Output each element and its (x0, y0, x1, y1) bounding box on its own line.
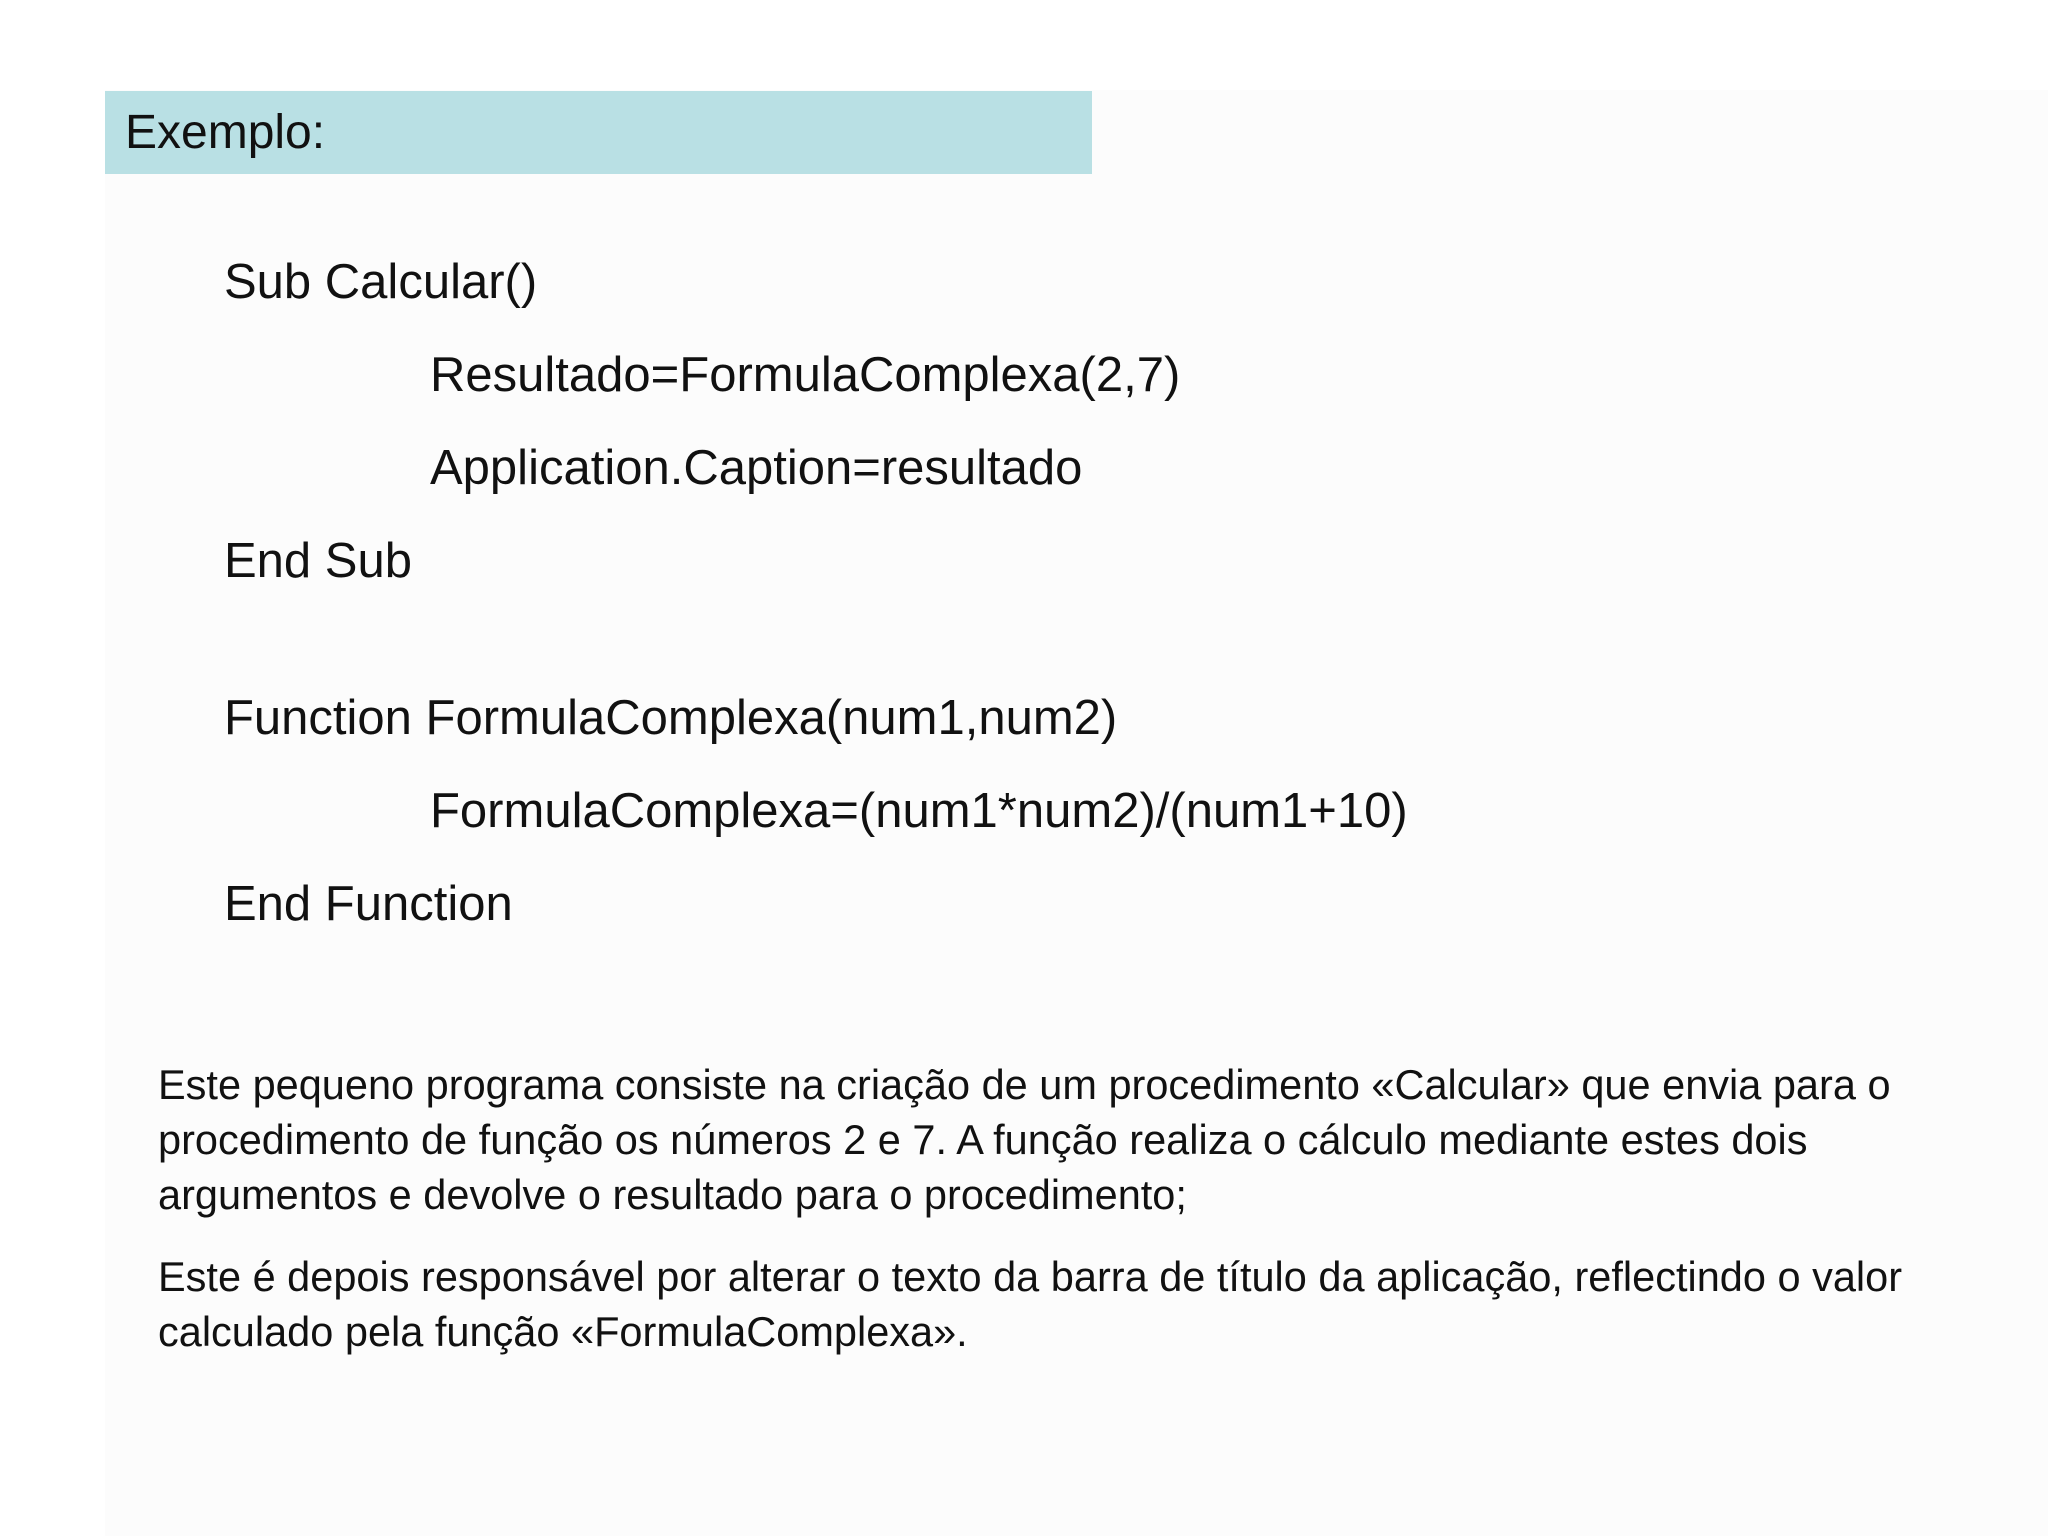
code-line-function-start: Function FormulaComplexa(num1,num2) (224, 691, 1118, 745)
code-line-end-sub: End Sub (224, 534, 412, 588)
code-line-end-function: End Function (224, 877, 513, 931)
code-line-formula: FormulaComplexa=(num1*num2)/(num1+10) (430, 784, 1408, 838)
explanation-paragraph-2: Este é depois responsável por alterar o texto da barra de título da aplicação, reflectindo o valor calculado pela função «FormulaComplexa». (158, 1253, 1903, 1355)
slide-title: Exemplo: (125, 106, 326, 159)
title-bar (105, 91, 1092, 174)
explanation-paragraph-1: Este pequeno programa consiste na criação de um procedimento «Calcular» que envia para o procedimento de função os números 2 e 7. A função realiza o cálculo mediante estes dois argumentos e devolve o resultado para o procedimento; (158, 1061, 1891, 1218)
code-line-sub-start: Sub Calcular() (224, 255, 538, 309)
code-line-caption: Application.Caption=resultado (430, 441, 1083, 495)
code-line-resultado: Resultado=FormulaComplexa(2,7) (430, 348, 1181, 402)
